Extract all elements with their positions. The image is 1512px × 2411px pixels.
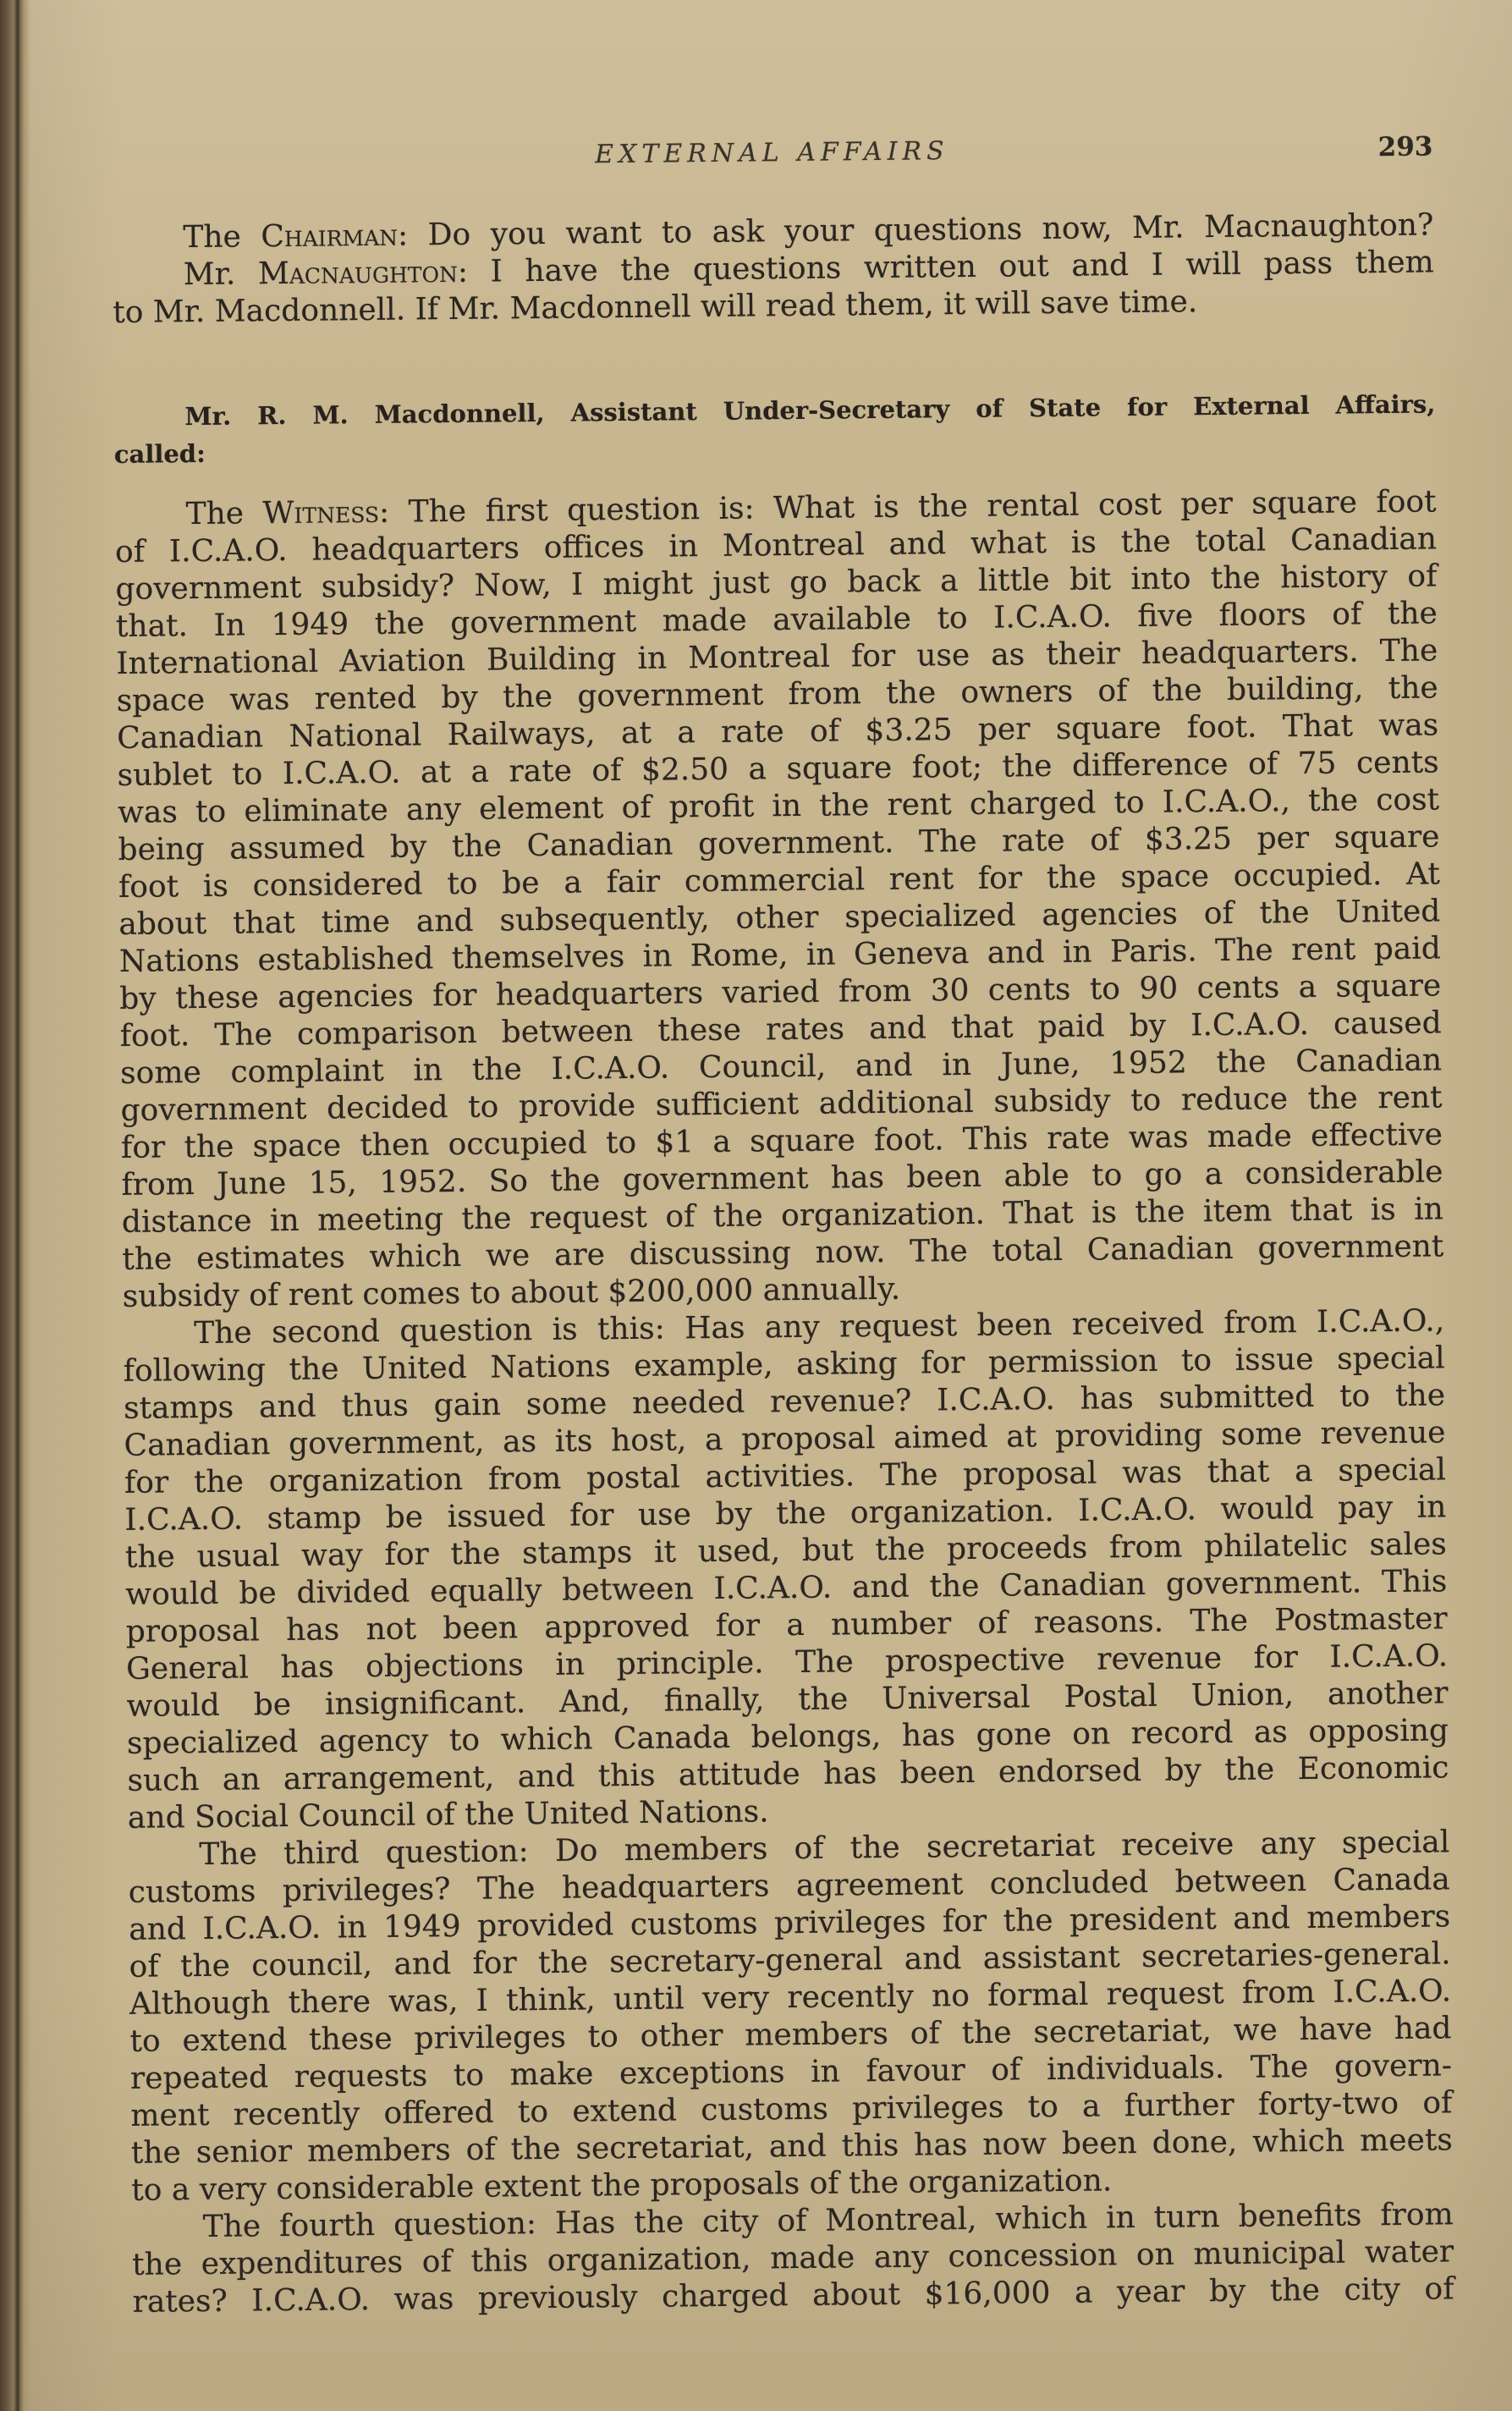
- text-line: space was rented by the government from the owners of the building, the: [116, 670, 1438, 718]
- text-line: would be insignificant. And, finally, the Universal Postal Union, another: [126, 1676, 1449, 1724]
- text-line: : I have the questions written out and I will pass them: [457, 245, 1434, 289]
- text-line: that. In 1949 the government made available to I.C.A.O. five floors of the: [115, 596, 1438, 644]
- text-line: some complaint in the I.C.A.O. Council, and in June, 1952 the Canadian: [119, 1043, 1443, 1091]
- text-line: would be divided equally between I.C.A.O. and the Canadian government. This: [125, 1564, 1448, 1612]
- text-line: foot is considered to be a fair commercial rent for the space occupied. At: [118, 856, 1441, 905]
- page-text-block: [111, 109, 1454, 2339]
- text-line: : The first question is: What is the rental cost per square foot: [378, 484, 1437, 530]
- text-line: from June 15, 1952. So the government has been able to go a considerable: [121, 1154, 1443, 1203]
- heading-line: Mr. R. M. Macdonnell, Assistant Under-Secretary of State for External Affairs,: [184, 389, 1436, 432]
- text-line: government decided to provide sufficient additional subsidy to reduce the rent: [120, 1080, 1443, 1128]
- text-line: and I.C.A.O. in 1949 provided customs privileges for the president and members: [129, 1899, 1451, 1947]
- text-line: General has objections in principle. The prospective revenue for I.C.A.O.: [125, 1638, 1449, 1687]
- text-line: being assumed by the Canadian government. The rate of $3.25 per square: [118, 819, 1440, 867]
- text-line: such an arrangement, and this attitude has been endorsed by the Economic: [127, 1750, 1449, 1798]
- page-number: 293: [1377, 131, 1433, 163]
- text-line: specialized agency to which Canada belongs, has gone on record as opposing: [126, 1713, 1449, 1761]
- text-line: Canadian National Railways, at a rate of $3.25 per square foot. That was: [117, 707, 1439, 756]
- text-line: of I.C.A.O. headquarters offices in Montreal and what is the total Canadian: [114, 521, 1438, 570]
- text-line: to Mr. Macdonnell. If Mr. Macdonnell will read them, it will save time.: [113, 284, 1198, 330]
- heading-line: called:: [113, 438, 206, 469]
- text-line: to extend these privileges to other members of the secretariat, we have had: [129, 2011, 1452, 2059]
- text-line: Although there was, I think, until very recently no formal request from I.C.A.O.: [129, 1973, 1452, 2022]
- witness-heading: [113, 385, 1436, 473]
- text-line: of the council, and for the secretary-general and assistant secretaries-general.: [129, 1936, 1451, 1984]
- paragraph-third-question: The third question: Do members of the secretariat receive any special: [199, 1825, 1450, 1873]
- text-line: the estimates which we are discussing now. The total Canadian government: [122, 1229, 1444, 1277]
- text-line: for the space then occupied to $1 a square foot. This rate was made effective: [120, 1117, 1443, 1165]
- paragraph-fourth-question: The fourth question: Has the city of Montreal, which in turn benefits from: [202, 2197, 1454, 2245]
- text-line: government subsidy? Now, I might just go back a little bit into the history of: [115, 559, 1438, 607]
- text-line: Canadian government, as its host, a proposal aimed at providing some revenue: [124, 1415, 1446, 1463]
- paragraph-second-question: The second question is this: Has any request been received from I.C.A.O.,: [194, 1303, 1445, 1351]
- text-line: Nations established themselves in Rome, in Geneva and in Paris. The rent paid: [118, 931, 1441, 979]
- text-line: for the organization from postal activities. The proposal was that a special: [124, 1452, 1447, 1500]
- text-line: I.C.A.O. stamp be issued for use by the organization. I.C.A.O. would pay in: [124, 1489, 1447, 1538]
- text-line: the senior members of the secretariat, and this has now been done, which meets: [130, 2122, 1453, 2171]
- text-line: the expenditures of this organization, made any concession on municipal water: [131, 2234, 1454, 2282]
- text-line: about that time and subsequently, other specialized agencies of the United: [118, 894, 1441, 942]
- speaker-prefix: The: [183, 219, 261, 256]
- text-line: sublet to I.C.A.O. at a rate of $2.50 a square foot; the difference of 75 cents: [117, 745, 1439, 793]
- running-head: [111, 128, 1432, 179]
- running-head-title: EXTERNAL AFFAIRS: [594, 136, 949, 170]
- book-binding-edge: [0, 0, 30, 2411]
- speaker-prefix: Mr.: [183, 256, 259, 293]
- text-line: by these agencies for headquarters varied from 30 cents to 90 cents a square: [119, 968, 1442, 1016]
- speaker-name: Chairman: [261, 217, 399, 255]
- text-line: rates? I.C.A.O. was previously charged about $16,000 a year by the city of: [132, 2271, 1454, 2320]
- text-line: was to eliminate any element of profit in the rent charged to I.C.A.O., the cost: [117, 782, 1440, 830]
- text-line: International Aviation Building in Montreal for use as their headquarters. The: [116, 633, 1438, 681]
- text-line: the usual way for the stamps it used, but the proceeds from philatelic sales: [124, 1527, 1447, 1575]
- text-line: ment recently offered to extend customs privileges to a further forty-two of: [130, 2085, 1453, 2133]
- text-line: customs privileges? The headquarters agreement concluded between Canada: [128, 1862, 1450, 1910]
- text-line: and Social Council of the United Nations.: [127, 1794, 769, 1836]
- text-line: stamps and thus gain some needed revenue? I.C.A.O. has submitted to the: [123, 1378, 1446, 1426]
- text-line: : Do you want to ask your questions now, Mr. Macnaughton?: [397, 207, 1434, 253]
- text-line: distance in meeting the request of the organization. That is the item that is in: [121, 1192, 1444, 1240]
- text-line: proposal has not been approved for a number of reasons. The Postmaster: [125, 1601, 1448, 1649]
- witness-testimony: [114, 483, 1454, 2320]
- text-line: to a very considerable extent the proposals of the organization.: [131, 2163, 1113, 2208]
- text-line: repeated requests to make exceptions in favour of individuals. The govern-: [129, 2048, 1453, 2096]
- text-line: foot. The comparison between these rates and that paid by I.C.A.O. caused: [119, 1005, 1442, 1054]
- text-line: following the United Nations example, asking for permission to issue special: [123, 1340, 1445, 1389]
- opening-exchange: [112, 206, 1434, 332]
- text-line: subsidy of rent comes to about $200,000 annually.: [122, 1271, 901, 1314]
- speaker-prefix: The: [185, 496, 263, 532]
- speaker-name: Witness: [262, 494, 380, 531]
- speaker-name: Macnaughton: [257, 254, 459, 292]
